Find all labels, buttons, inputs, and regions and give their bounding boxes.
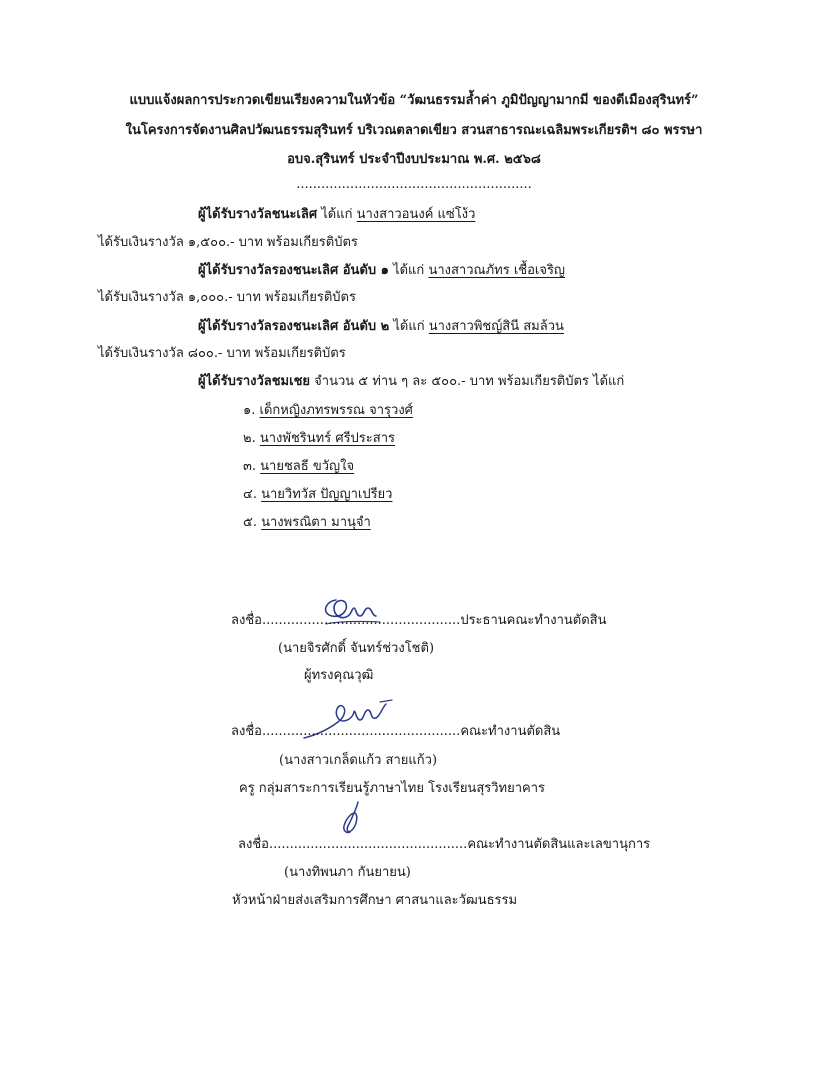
list-item-name: นางพัชรินทร์ ศรีประสาร xyxy=(259,431,395,446)
list-item xyxy=(243,430,395,448)
signature-1-line xyxy=(231,612,607,630)
runner-up-1-given-to: ได้แก่ xyxy=(393,263,425,278)
runner-up-2-line xyxy=(198,318,564,336)
honorable-detail: จำนวน ๕ ท่าน ๆ ละ ๕๐๐.- บาท พร้อมเกียรติบัตร ได้แก่ xyxy=(314,374,625,389)
signature-3-dots: ................................................ xyxy=(268,837,468,852)
signature-3-mark xyxy=(338,800,372,838)
list-item xyxy=(243,458,354,476)
runner-up-1-title: ผู้ได้รับรางวัลรองชนะเลิศ อันดับ ๑ xyxy=(198,263,389,278)
runner-up-2-prize: ได้รับเงินรางวัล ๘๐๐.- บาท พร้อมเกียรติบัตร xyxy=(98,346,346,361)
signature-1-name: (นายจิรศักดิ์ จันทร์ช่วงโชติ) xyxy=(278,641,435,656)
list-item xyxy=(243,514,371,532)
signature-1-position: ผู้ทรงคุณวุฒิ xyxy=(304,668,374,683)
list-item-name: นายวิทวัส ปัญญาเปรียว xyxy=(261,487,393,502)
list-item-name: นายชลธี ขวัญใจ xyxy=(260,459,355,474)
winner-given-to: ได้แก่ xyxy=(321,207,353,222)
winner-title: ผู้ได้รับรางวัลชนะเลิศ xyxy=(198,207,318,222)
signature-2-position: ครู กลุ่มสาระการเรียนรู้ภาษาไทย โรงเรียนสุรวิทยาคาร xyxy=(239,781,546,796)
runner-up-2-name: นางสาวพิชญ์สินี สมล้วน xyxy=(428,319,564,334)
runner-up-2-title: ผู้ได้รับรางวัลรองชนะเลิศ อันดับ ๒ xyxy=(198,319,390,334)
signature-3-position: หัวหน้าฝ่ายส่งเสริมการศึกษา ศาสนาและวัฒนธรรม xyxy=(232,893,518,908)
signature-2-role: คณะทำงานตัดสิน xyxy=(460,724,561,739)
signature-1-dots: ................................................ xyxy=(261,613,461,628)
list-item-name: นางพรณิตา มานุจำ xyxy=(261,515,371,530)
signature-1-role: ประธานคณะทำงานตัดสิน xyxy=(460,613,607,628)
signature-2-label: ลงชื่อ xyxy=(231,724,262,739)
signature-3-line xyxy=(238,836,650,854)
winner-name: นางสาวอนงค์ แซ่โง้ว xyxy=(356,207,476,222)
list-item-name: เด็กหญิงภทรพรรณ จารุวงศ์ xyxy=(259,403,413,418)
list-item-number: ๔. xyxy=(243,487,257,502)
list-item-number: ๕. xyxy=(243,515,257,530)
header-title-line3: อบจ.สุรินทร์ ประจำปีงบประมาณ พ.ศ. ๒๕๖๘ xyxy=(287,152,541,167)
winner-prize: ได้รับเงินรางวัล ๑,๕๐๐.- บาท พร้อมเกียรติบัตร xyxy=(98,235,358,250)
signature-2-name: (นางสาวเกล็ดแก้ว สายแก้ว) xyxy=(279,753,438,768)
header-title-line1: แบบแจ้งผลการประกวดเขียนเรียงความในหัวข้อ “วัฒนธรรมล้ำค่า ภูมิปัญญามากมี ของดีเมืองสุรินทร์” xyxy=(129,93,699,108)
list-item xyxy=(243,486,392,504)
runner-up-1-line xyxy=(198,262,565,280)
list-item-number: ๑. xyxy=(243,403,256,418)
honorable-title: ผู้ได้รับรางวัลชมเชย xyxy=(198,374,311,389)
signature-1-label: ลงชื่อ xyxy=(231,613,262,628)
runner-up-1-name: นางสาวณภัทร เชื้อเจริญ xyxy=(428,263,566,278)
signature-2-dots: ................................................ xyxy=(261,724,461,739)
honorable-line xyxy=(198,373,624,391)
list-item xyxy=(243,402,413,420)
signature-3-label: ลงชื่อ xyxy=(238,837,269,852)
winner-line xyxy=(198,206,475,224)
signature-2-line xyxy=(231,723,560,741)
runner-up-1-prize: ได้รับเงินรางวัล ๑,๐๐๐.- บาท พร้อมเกียรติบัตร xyxy=(98,290,356,305)
list-item-number: ๒. xyxy=(243,431,256,446)
list-item-number: ๓. xyxy=(243,459,257,474)
signature-3-role: คณะทำงานตัดสินและเลขานุการ xyxy=(467,837,651,852)
signature-3-name: (นางทิพนภา กันยายน) xyxy=(284,865,411,880)
header-title-line2: ในโครงการจัดงานศิลปวัฒนธรรมสุรินทร์ บริเวณตลาดเขียว สวนสาธารณะเฉลิมพระเกียรติฯ ๘๐ พรรษา xyxy=(125,123,703,138)
header-divider: ......................................................... xyxy=(296,177,532,192)
runner-up-2-given-to: ได้แก่ xyxy=(393,319,425,334)
